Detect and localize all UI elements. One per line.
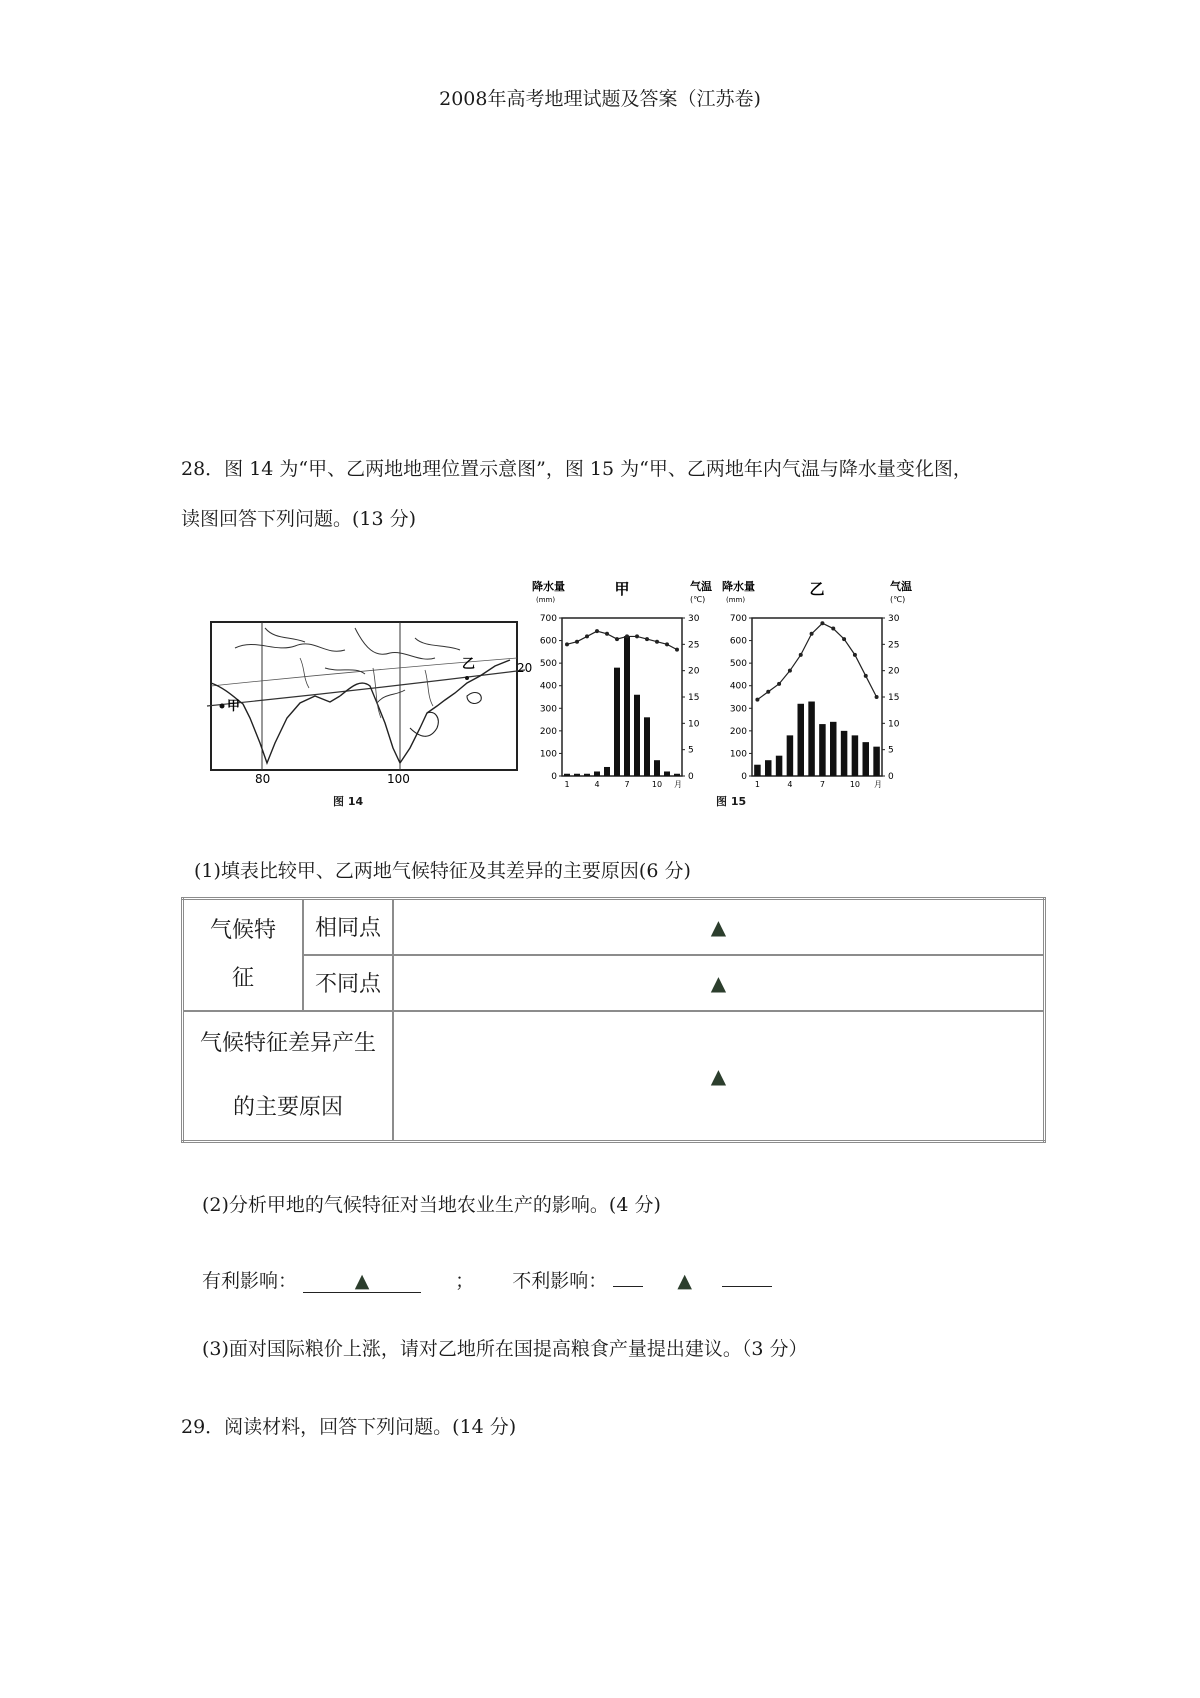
temperature-point: [595, 629, 599, 633]
precip-bar: [574, 774, 580, 776]
right-axis-unit: (℃): [690, 595, 706, 604]
temperature-point: [788, 669, 792, 673]
precip-bar: [594, 771, 600, 776]
precip-bar: [624, 636, 630, 776]
map-frame: [211, 622, 517, 770]
precip-bar: [584, 774, 590, 776]
subquestion-2-answer-line: [202, 1266, 772, 1293]
table-cell-reasons-answer[interactable]: ▲: [393, 1011, 1045, 1142]
place-label-jia: 甲: [227, 699, 241, 714]
chart-title: 乙: [809, 580, 825, 598]
left-axis-unit: (mm): [536, 596, 556, 604]
temperature-point: [853, 653, 857, 657]
temperature-point: [615, 637, 619, 641]
subquestion-1-text: (1)填表比较甲、乙两地气候特征及其差异的主要原因(6 分): [194, 860, 691, 882]
chart-title: 甲: [614, 580, 630, 598]
temperature-point: [875, 695, 879, 699]
temperature-point: [565, 642, 569, 646]
temperature-point: [665, 642, 669, 646]
precip-bar: [776, 756, 783, 776]
y2-tick-label: 20: [688, 666, 700, 677]
y-tick-label: 0: [551, 772, 557, 782]
x-tick-label: 7: [624, 780, 630, 789]
y-tick-label: 200: [729, 726, 747, 737]
y2-tick-label: 10: [688, 719, 700, 730]
plot-frame: [562, 618, 682, 776]
favorable-impact-marker: ▲: [354, 1270, 370, 1292]
favorable-impact-label: 有利影响：: [202, 1270, 298, 1292]
answer-separator: ；: [455, 1270, 475, 1292]
precip-bar: [754, 765, 761, 776]
longitude-label-80: 80: [255, 772, 271, 786]
precip-bar: [830, 722, 837, 776]
latitude-label-20: 20: [517, 661, 533, 675]
longitude-label-100: 100: [387, 772, 410, 786]
y2-tick-label: 15: [688, 693, 700, 703]
precip-bar: [614, 668, 620, 776]
table-row-reasons-label: [183, 1011, 394, 1142]
y-tick-label: 200: [539, 726, 557, 737]
y-tick-label: 100: [729, 749, 747, 760]
y2-tick-label: 30: [688, 614, 700, 624]
precip-bar: [674, 774, 680, 776]
temperature-point: [755, 698, 759, 702]
precip-bar: [873, 747, 880, 776]
unfavorable-impact-blank-right[interactable]: [722, 1286, 772, 1287]
figure-14-caption: 图 14: [333, 795, 364, 808]
y-tick-label: 0: [741, 772, 747, 782]
temperature-point: [575, 640, 579, 644]
y2-tick-label: 25: [688, 640, 700, 651]
figure-15-chart-jia: [530, 578, 720, 790]
unfavorable-impact-blank-left[interactable]: [613, 1286, 643, 1287]
precip-bar: [863, 742, 870, 776]
question-29-text: 29．阅读材料，回答下列问题。(14 分): [181, 1416, 517, 1438]
favorable-impact-blank[interactable]: [303, 1270, 421, 1293]
point-yi-marker: [465, 676, 469, 680]
x-tick-label: 1: [564, 780, 570, 789]
temperature-point: [585, 634, 589, 638]
left-axis-title: 降水量: [722, 580, 755, 593]
temperature-point: [810, 632, 814, 636]
x-axis-month-suffix: 月: [874, 780, 882, 789]
y-tick-label: 100: [539, 749, 557, 760]
y2-tick-label: 5: [888, 745, 894, 756]
question-28-text-line1: 28．图 14 为“甲、乙两地地理位置示意图”，图 15 为“甲、乙两地年内气温与降水量变化图，: [181, 458, 972, 480]
right-axis-title: 气温: [690, 580, 712, 593]
y2-tick-label: 0: [688, 772, 694, 782]
climate-comparison-table: [181, 897, 1046, 1143]
temperature-point: [625, 634, 629, 638]
temperature-line: [757, 623, 876, 699]
right-axis-title: 气温: [890, 580, 912, 593]
y-tick-label: 700: [539, 614, 557, 624]
y2-tick-label: 0: [888, 772, 894, 782]
precip-bar: [852, 735, 859, 776]
figure-15-chart-yi: [720, 578, 920, 790]
y2-tick-label: 25: [888, 640, 900, 651]
table-row-reasons-label-line2: 的主要原因: [232, 1094, 343, 1120]
figure-15-caption: 图 15: [716, 795, 747, 808]
y2-tick-label: 10: [888, 719, 900, 730]
temperature-point: [635, 634, 639, 638]
precip-bar: [604, 767, 610, 776]
x-tick-label: 4: [787, 780, 793, 789]
y-tick-label: 400: [729, 681, 747, 692]
y-tick-label: 500: [729, 659, 747, 670]
y2-tick-label: 15: [888, 693, 900, 703]
y2-tick-label: 30: [888, 614, 900, 624]
precip-bar: [765, 760, 772, 776]
x-tick-label: 10: [651, 780, 663, 789]
unfavorable-impact-label: 不利影响：: [512, 1270, 608, 1292]
table-row-differences-label: 不同点: [303, 955, 393, 1011]
place-label-yi: 乙: [462, 657, 476, 672]
table-cell-similarities-answer[interactable]: ▲: [393, 899, 1045, 955]
point-jia-marker: [220, 704, 225, 709]
table-group-label: [183, 899, 304, 1011]
y-tick-label: 500: [539, 659, 557, 670]
table-group-label-line2: 征: [231, 965, 254, 991]
y-tick-label: 400: [539, 681, 557, 692]
y-tick-label: 600: [729, 636, 747, 647]
table-group-label-line1: 气候特: [209, 917, 276, 943]
subquestion-2-text: (2)分析甲地的气候特征对当地农业生产的影响。(4 分): [202, 1194, 661, 1216]
temperature-point: [655, 640, 659, 644]
x-tick-label: 10: [849, 780, 861, 789]
precip-bar: [787, 735, 794, 776]
y-tick-label: 300: [539, 704, 557, 715]
subquestion-3-text: (3)面对国际粮价上涨，请对乙地所在国提高粮食产量提出建议。（3 分）: [202, 1338, 808, 1360]
unfavorable-impact-marker: ▲: [677, 1270, 693, 1292]
temperature-point: [766, 690, 770, 694]
table-row-similarities-label: 相同点: [303, 899, 393, 955]
table-cell-differences-answer[interactable]: ▲: [393, 955, 1045, 1011]
y-tick-label: 700: [729, 614, 747, 624]
precip-bar: [798, 704, 805, 776]
temperature-point: [777, 682, 781, 686]
temperature-point: [799, 653, 803, 657]
left-axis-title: 降水量: [532, 580, 565, 593]
document-title: 2008年高考地理试题及答案（江苏卷): [439, 88, 761, 110]
table-row-reasons-label-line1: 气候特征差异产生: [199, 1030, 376, 1056]
temperature-point: [820, 621, 824, 625]
x-tick-label: 7: [819, 780, 825, 789]
precip-bar: [664, 771, 670, 776]
question-28-text-line2: 读图回答下列问题。(13 分): [181, 508, 417, 530]
x-tick-label: 1: [754, 780, 760, 789]
temperature-point: [842, 637, 846, 641]
precip-bar: [654, 760, 660, 776]
x-tick-label: 4: [594, 780, 600, 789]
y2-tick-label: 5: [688, 745, 694, 756]
precip-bar: [564, 774, 570, 776]
temperature-point: [605, 632, 609, 636]
y-tick-label: 600: [539, 636, 557, 647]
y-tick-label: 300: [729, 704, 747, 715]
figure-14-map: [205, 578, 533, 786]
temperature-point: [645, 637, 649, 641]
precip-bar: [808, 702, 815, 776]
precip-bar: [644, 717, 650, 776]
y2-tick-label: 20: [888, 666, 900, 677]
temperature-point: [675, 648, 679, 652]
temperature-point: [831, 627, 835, 631]
precip-bar: [634, 695, 640, 776]
left-axis-unit: (mm): [726, 596, 746, 604]
temperature-point: [864, 674, 868, 678]
x-axis-month-suffix: 月: [674, 780, 682, 789]
temperature-line: [567, 631, 677, 649]
right-axis-unit: (℃): [890, 595, 906, 604]
precip-bar: [841, 731, 848, 776]
precip-bar: [819, 724, 826, 776]
